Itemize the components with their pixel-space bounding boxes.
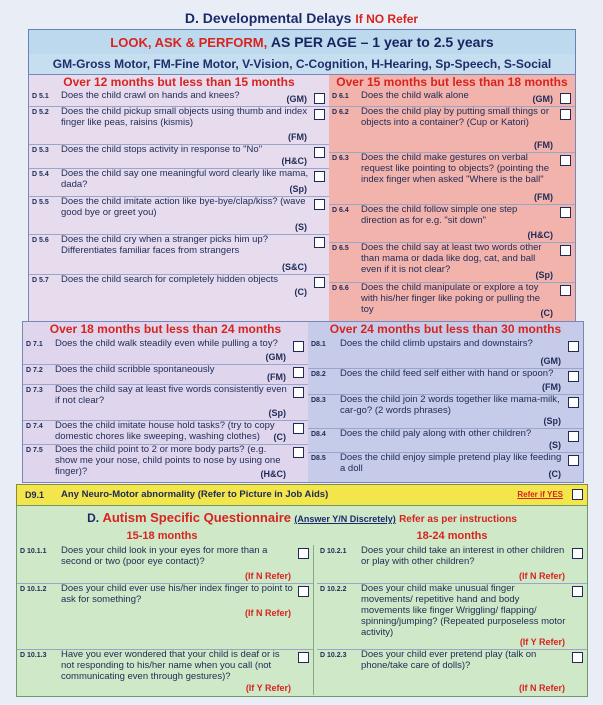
question-code: D 10.2.2 [320, 586, 347, 593]
answer-checkbox[interactable] [314, 147, 325, 158]
answer-checkbox[interactable] [293, 367, 304, 378]
question-row [308, 368, 583, 395]
question-code: D 6.6 [332, 285, 349, 292]
question-tag: (C) [548, 469, 561, 479]
question-tag: (If N Refer) [518, 683, 565, 693]
question-code: D 7.3 [26, 387, 43, 394]
question-row [308, 338, 583, 369]
question-text: Does the child crawl on hands and knees? [61, 90, 240, 101]
answer-checkbox[interactable] [560, 109, 571, 120]
column-header: Over 12 months but less than 15 months [63, 75, 295, 89]
question-text: Does the child climb upstairs and downstairs? [340, 338, 533, 349]
question-row [29, 168, 329, 197]
autism-refer-note: Refer as per instructions [399, 514, 517, 525]
question-code: D 6.4 [332, 207, 349, 214]
question-code: D 10.2.3 [320, 652, 347, 659]
question-text: Does the child say one meaningful word clearly like mama, dada? [61, 168, 309, 190]
column-15-18 [329, 75, 575, 321]
question-text: Does your child make unusual finger movements/ repetitive hand and body movements like finger Wriggling/ flapping/ spinning/jumping? (Repeated purposeless motor activity) [361, 583, 566, 638]
answer-checkbox[interactable] [568, 397, 579, 408]
answer-checkbox[interactable] [293, 341, 304, 352]
question-row [23, 364, 308, 385]
question-row [23, 420, 308, 445]
answer-checkbox[interactable] [293, 387, 304, 398]
question-code: D9.1 [25, 490, 45, 500]
question-tag: (H&C) [260, 469, 286, 479]
answer-checkbox[interactable] [560, 285, 571, 296]
question-tag: (Sp) [543, 416, 561, 426]
question-tag: (If N Refer) [518, 571, 565, 581]
autism-answer-note: (Answer Y/N Discretely) [294, 514, 396, 524]
answer-checkbox[interactable] [314, 237, 325, 248]
question-row [308, 394, 583, 429]
question-text: Does the child follow simple one step direction as for e.g. "sit down" [361, 204, 518, 226]
question-code: D 6.5 [332, 245, 349, 252]
refer-tag: Refer if YES [517, 490, 563, 499]
answer-checkbox[interactable] [293, 423, 304, 434]
answer-checkbox[interactable] [293, 447, 304, 458]
question-code: D8.2 [311, 371, 326, 378]
age-text: AS PER AGE – 1 year to 2.5 years [270, 34, 494, 50]
question-text: Does the child imitate house hold tasks? (try to copy domestic chores like sweeping, washing clothes) [55, 420, 275, 442]
question-code: D 10.2.1 [320, 548, 347, 555]
question-text: Does the child imitate action like bye-bye/clap/kiss? (wave good bye or greet you) [61, 196, 306, 218]
answer-checkbox[interactable] [560, 155, 571, 166]
autism-prefix: D. [87, 511, 100, 525]
question-tag: (If Y Refer) [519, 637, 565, 647]
question-row [23, 384, 308, 421]
autism-header [17, 510, 587, 525]
column-24-30 [308, 322, 583, 482]
title-text: D. Developmental Delays [184, 10, 352, 26]
question-code: D 10.1.3 [20, 652, 47, 659]
question-text: Does your child ever pretend play (talk on phone/take care of dolls)? [361, 649, 537, 671]
question-text: Does the child enjoy simple pretend play like feeding a doll [340, 452, 562, 474]
question-row [29, 274, 329, 320]
answer-checkbox[interactable] [572, 489, 583, 500]
question-tag: (Sp) [535, 270, 553, 280]
question-code: D 10.1.2 [20, 586, 47, 593]
answer-checkbox[interactable] [560, 245, 571, 256]
question-tag: (GM) [532, 94, 553, 104]
column-header: 15-18 months [126, 530, 198, 542]
question-row [329, 106, 575, 153]
question-row [29, 106, 329, 145]
question-tag: (S) [549, 440, 561, 450]
question-tag: (C) [294, 287, 307, 297]
question-tag: (FM) [288, 132, 307, 142]
question-tag: (FM) [534, 140, 553, 150]
question-code: D8.1 [311, 341, 326, 348]
answer-checkbox[interactable] [568, 341, 579, 352]
answer-checkbox[interactable] [560, 207, 571, 218]
answer-checkbox[interactable] [572, 652, 583, 663]
question-row [23, 444, 308, 481]
column-header: 18-24 months [416, 530, 488, 542]
question-tag: (C) [540, 308, 553, 318]
question-code: D 5.3 [32, 147, 49, 154]
question-tag: (H&C) [281, 156, 307, 166]
question-row [17, 649, 314, 695]
column-header: Over 15 months but less than 18 months [336, 75, 568, 89]
answer-checkbox[interactable] [572, 586, 583, 597]
question-tag: (If N Refer) [244, 571, 291, 581]
column-18-24 [23, 322, 308, 482]
question-text: Does the child scribble spontaneously [55, 364, 215, 375]
answer-checkbox[interactable] [572, 548, 583, 559]
question-code: D8.4 [311, 431, 326, 438]
question-tag: (GM) [286, 94, 307, 104]
answer-checkbox[interactable] [560, 93, 571, 104]
answer-checkbox[interactable] [568, 431, 579, 442]
question-text: Does your child ever use his/her index finger to point to ask for something? [61, 583, 293, 605]
question-code: D 5.4 [32, 171, 49, 178]
question-text: Does the child walk steadily even while pulling a toy? [55, 338, 278, 349]
question-tag: (GM) [265, 352, 286, 362]
title-note: If NO Refer [355, 12, 419, 26]
question-row [17, 583, 314, 650]
question-row [29, 234, 329, 275]
instruction-bar [28, 29, 576, 55]
question-code: D8.5 [311, 455, 326, 462]
answer-checkbox[interactable] [568, 455, 579, 466]
section-12-18-months [28, 74, 576, 322]
question-code: D 5.2 [32, 109, 49, 116]
answer-checkbox[interactable] [298, 548, 309, 559]
question-tag: (Sp) [268, 408, 286, 418]
answer-checkbox[interactable] [298, 652, 309, 663]
question-row [329, 242, 575, 283]
question-code: D 7.2 [26, 367, 43, 374]
question-code: D 7.5 [26, 447, 43, 454]
question-text: Does your child look in your eyes for more than a second or two (poor eye contact)? [61, 545, 268, 567]
question-code: D8.3 [311, 397, 326, 404]
question-code: D 6.3 [332, 155, 349, 162]
answer-checkbox[interactable] [314, 93, 325, 104]
question-text: Does the child say at least five words consistently even if not clear? [55, 384, 287, 406]
question-text: Does your child take an interest in other children or play with other children? [361, 545, 565, 567]
question-code: D 5.6 [32, 237, 49, 244]
question-row [329, 152, 575, 205]
question-tag: (Sp) [289, 184, 307, 194]
question-text: Does the child walk alone [361, 90, 469, 101]
answer-checkbox[interactable] [314, 171, 325, 182]
column-header: Over 18 months but less than 24 months [49, 322, 282, 336]
question-row [29, 196, 329, 235]
question-row [329, 204, 575, 243]
question-code: D 6.2 [332, 109, 349, 116]
question-text: Does the child say at least two words other than mama or dada like dog, cat, and ball even if it is not clear? [361, 242, 542, 275]
question-code: D 5.7 [32, 277, 49, 284]
question-text: Does the child point to 2 or more body parts? (e.g. show me your nose, child points to nose by using one finger)? [55, 444, 281, 477]
section-18-30-months [22, 321, 584, 483]
neuro-motor-row [16, 484, 588, 506]
question-code: D 5.1 [32, 93, 49, 100]
look-text: LOOK, ASK & PERFORM, [110, 35, 268, 50]
question-code: D 7.4 [26, 423, 43, 430]
question-tag: (C) [273, 432, 286, 442]
legend-bar: GM-Gross Motor, FM-Fine Motor, V-Vision, C-Cognition, H-Hearing, Sp-Speech, S-Social [28, 54, 576, 75]
question-text: Does the child make gestures on verbal request like pointing to objects? (pointing the index finger when asked "Where is the ball" [361, 152, 550, 185]
question-tag: (FM) [267, 372, 286, 382]
question-tag: (H&C) [527, 230, 553, 240]
question-code: D 10.1.1 [20, 548, 47, 555]
question-row [23, 338, 308, 365]
question-text: Does the child play by putting small things or objects into a container? (Cup or Katori) [361, 106, 549, 128]
question-row [308, 452, 583, 481]
question-text: Does the child pickup small objects using thumb and index finger like peas, raisins (kismis) [61, 106, 308, 128]
question-row [317, 649, 587, 695]
answer-checkbox[interactable] [314, 109, 325, 120]
answer-checkbox[interactable] [298, 586, 309, 597]
question-code: D 6.1 [332, 93, 349, 100]
question-tag: (If Y Refer) [245, 683, 291, 693]
question-row [308, 428, 583, 453]
question-row [29, 90, 329, 107]
answer-checkbox[interactable] [314, 199, 325, 210]
question-row [329, 282, 575, 320]
question-row [329, 90, 575, 107]
answer-checkbox[interactable] [314, 277, 325, 288]
question-text: Have you ever wondered that your child is deaf or is not responding to his/her name when you call (not communicating even through gestures)? [61, 649, 280, 682]
question-row [317, 545, 587, 584]
question-row [17, 545, 314, 584]
question-tag: (GM) [540, 356, 561, 366]
question-tag: (FM) [542, 382, 561, 392]
question-row [317, 583, 587, 650]
question-text: Does the child feed self either with hand or spoon? [340, 368, 554, 379]
question-tag: (S) [295, 222, 307, 232]
question-row [29, 144, 329, 169]
column-12-15 [29, 75, 329, 321]
question-text: Does the child paly along with other children? [340, 428, 532, 439]
column-header: Over 24 months but less than 30 months [329, 322, 562, 336]
question-text: Does the child stops activity in response to "No" [61, 144, 263, 155]
answer-checkbox[interactable] [568, 371, 579, 382]
question-tag: (FM) [534, 192, 553, 202]
autism-title: Autism Specific Questionnaire [102, 510, 291, 525]
page-title [0, 10, 603, 26]
question-text: Does the child join 2 words together like mama-milk, car-go? (2 words phrases) [340, 394, 560, 416]
question-tag: (If N Refer) [244, 608, 291, 618]
question-text: Does the child manipulate or explore a toy with his/her finger like poking or pulling the toy [361, 282, 541, 315]
question-code: D 5.5 [32, 199, 49, 206]
question-text: Does the child cry when a stranger picks him up? Differentiates familiar faces from strangers [61, 234, 268, 256]
question-text: Does the child search for completely hidden objects [61, 274, 279, 285]
question-tag: (S&C) [282, 262, 307, 272]
question-code: D 7.1 [26, 341, 43, 348]
autism-questionnaire [16, 505, 588, 697]
question-text: Any Neuro-Motor abnormality (Refer to Picture in Job Aids) [61, 489, 329, 500]
